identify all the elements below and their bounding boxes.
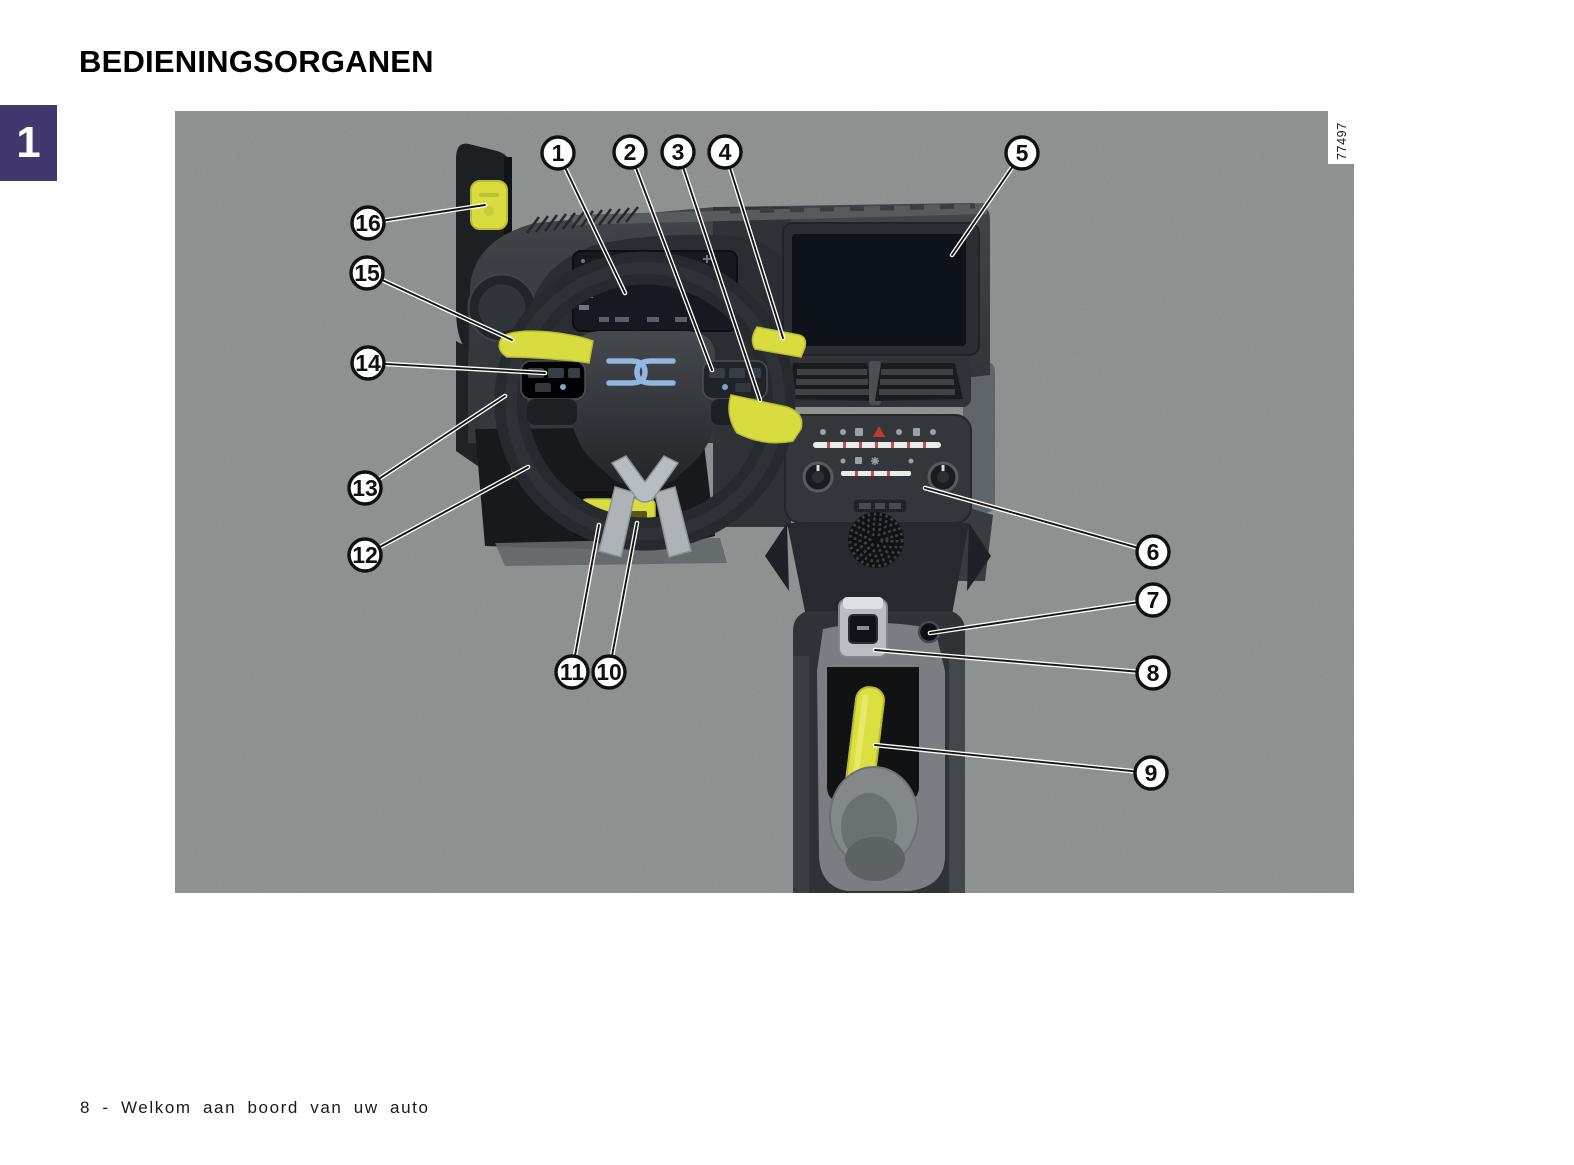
callout-number-4: 4 bbox=[718, 139, 732, 165]
svg-text:77497: 77497 bbox=[1335, 122, 1349, 160]
page-title: BEDIENINGSORGANEN bbox=[79, 44, 434, 79]
callout-12 bbox=[349, 539, 381, 571]
figure-number bbox=[1328, 111, 1354, 164]
callout-9 bbox=[1135, 757, 1167, 789]
callout-5 bbox=[1006, 137, 1038, 169]
console-speaker-grille bbox=[848, 512, 904, 568]
callout-number-2: 2 bbox=[623, 139, 637, 165]
callout-number-11: 11 bbox=[559, 659, 585, 685]
callout-number-10: 10 bbox=[596, 659, 622, 685]
callout-number-8: 8 bbox=[1146, 660, 1160, 686]
page-footer: 8 - Welkom aan boord van uw auto bbox=[80, 1098, 430, 1117]
callout-number-9: 9 bbox=[1144, 760, 1158, 786]
callout-11 bbox=[556, 656, 588, 688]
callout-14 bbox=[352, 347, 384, 379]
callout-number-13: 13 bbox=[352, 475, 378, 501]
callout-number-5: 5 bbox=[1015, 140, 1029, 166]
callout-number-6: 6 bbox=[1146, 539, 1160, 565]
callout-7 bbox=[1137, 584, 1169, 616]
callout-2 bbox=[614, 136, 646, 168]
climate-panel bbox=[785, 415, 971, 523]
usb-port bbox=[839, 597, 887, 657]
chapter-tab bbox=[0, 105, 57, 181]
callout-number-12: 12 bbox=[352, 542, 378, 568]
center-air-vents bbox=[785, 357, 971, 407]
touchscreen-display bbox=[792, 234, 966, 346]
climate-knob-left bbox=[804, 463, 832, 491]
callout-6 bbox=[1137, 536, 1169, 568]
callout-13 bbox=[349, 472, 381, 504]
dashboard-figure bbox=[175, 111, 1354, 893]
callout-16 bbox=[352, 207, 384, 239]
callout-number-15: 15 bbox=[354, 260, 380, 286]
callout-number-7: 7 bbox=[1146, 587, 1160, 613]
callout-number-3: 3 bbox=[671, 139, 685, 165]
climate-knob-right bbox=[929, 463, 957, 491]
callout-3 bbox=[662, 136, 694, 168]
callout-number-1: 1 bbox=[551, 140, 565, 166]
chapter-number: 1 bbox=[16, 118, 41, 167]
callout-1 bbox=[542, 137, 574, 169]
callout-4 bbox=[709, 136, 741, 168]
callout-number-16: 16 bbox=[355, 210, 381, 236]
callout-10 bbox=[593, 656, 625, 688]
touchscreen bbox=[783, 223, 979, 355]
callout-15 bbox=[351, 257, 383, 289]
callout-8 bbox=[1137, 657, 1169, 689]
callout-number-14: 14 bbox=[355, 350, 381, 376]
